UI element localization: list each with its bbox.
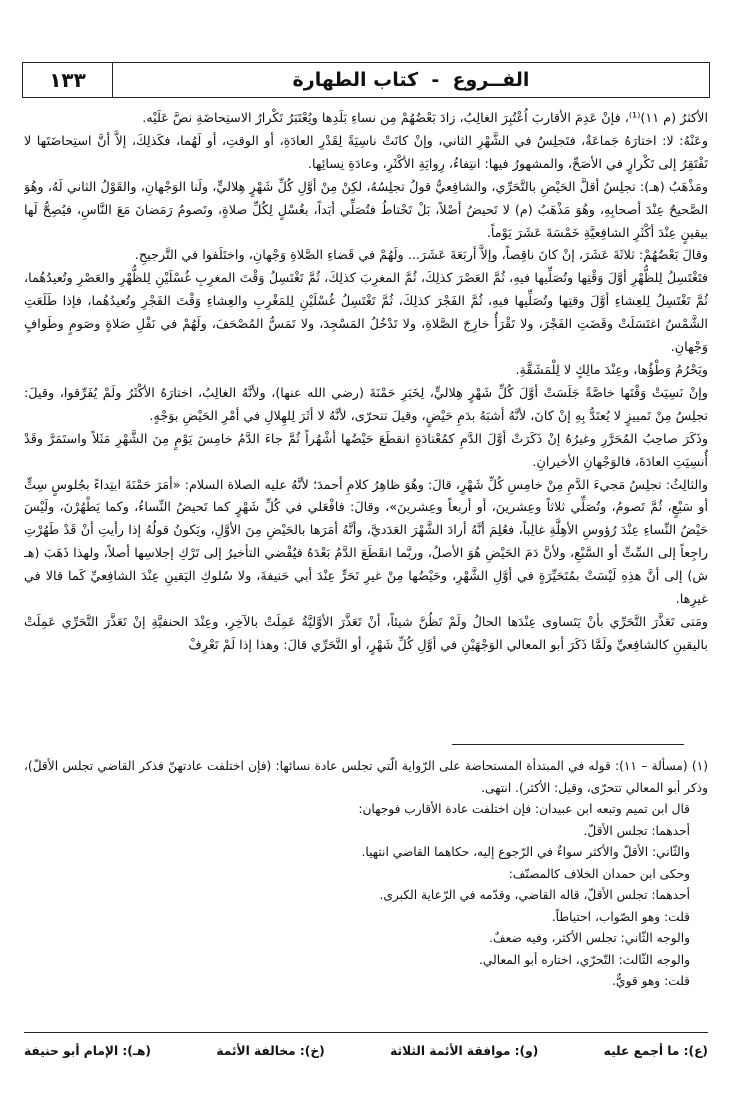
legend-abu-hanifa: (هـ): الإمام أبو حنيفة xyxy=(24,1044,151,1058)
legend-muwafaqa: (و): موافقة الأئمة الثلاثة xyxy=(390,1044,539,1058)
paragraph: ومَتى تَعَذَّرَ التَّحَرِّي بأنْ يَتَساوى عِنْدَها الحالُ ولَمْ تَظُنَّ شيئاً، أنْ تَعَذَّرَ الأوَّليَّةُ عَمِلَتْ بالآخِرِ، وعِنْدَ الحنفيَّةِ إنْ تَعَذَّرَ التَّحَرِّي عَمِلَتْ باليقينِ كالشافِعيِّ ولَمَّا ذَكَرَ أبو المعالي الوَجْهَيْنِ في أوَّلِ كُلِّ شَهْرٍ، أو التَّحَرِّي قالَ: وهذا إذا لَمْ تَعْرِفْ xyxy=(24,614,708,653)
legend-ijma: (ع): ما أجمع عليه xyxy=(603,1044,708,1058)
page-title: الفــروع - كتاب الطهارة xyxy=(292,69,530,91)
paragraph: والثالِثُ: تجلِسُ مَجيءَ الدَّمِ مِنْ خامِسِ كُلِّ شَهْرٍ، قالَ: وهُوَ ظاهِرُ كلامِ أحمدَ؛ لأنَّهُ عليه الصلاة السلام: «أمَرَ حَمْنَةَ ابتِداءً بجُلوسٍ سِتٍّ أو سَبْعٍ، ثُمَّ تَصومُ، وتُصَلِّي ثلاثاً وعِشرينَ، أو أربعاً وعِشرينَ»، وقالَ: فافْعَلي في كُلِّ شَهْرٍ كما تَحيضُ النِّساءُ، وكما يَطْهُرْنَ، ولَيْسَ حَيْضُ النِّساءِ عِنْدَ رُؤوسِ الأهِلَّةِ غالِباً، فعُلِمَ أنَّهُ أرادَ الشَّهْرَ العَدَديَّ، وأنَّهُ أمَرَها بالحَيْضِ مِنَ الأوَّلِ، ويَكونُ قولُهُ إذا رأيتِ أنْ قَدْ طَهُرْتِ راجِعاً إلى السِّتِّ أو السَّبْعِ، ولأنَّ دَمَ الحَيْضِ هُوَ الأصلُ، وربَّما انقَطَعَ الدَّمُ بَعْدَهُ فيُفْضي التأخيرُ إلى تَرْكِ إجلاسِها أصلاً، ولهذا ذَهَبَ (هـ ش) إلى أنَّ هذِهِ لَيْسَتْ بمُتَحَيِّرَةٍ في أوَّلِ الشَّهْرِ، وحَيْضُها مِنْ غيرِ تَحَرٍّ عِنْدَ أبي حَنيفةَ، ولا سُلوكِ اليَقينِ عِنْدَ الشافِعيِّ كَما قالا في غيرِها. xyxy=(24,477,708,608)
footnote-main: (١) (مسألة – ١١): قوله في المبتدأة المستحاضة على الرّواية الّتي تجلس عادة نسائها: (فإن اختلفت عادتهنّ فذكر القاضي تجلس الأقلّ)، وذكر أبو المعالي تتحرّى، وقيل: الأكثر). انتهى. xyxy=(24,759,708,795)
footnote-line: أحدهما: تجلس الأقلّ. xyxy=(583,823,690,838)
page-header xyxy=(22,62,710,98)
footnote-line: وحكى ابن حمدان الخلاف كالمصنّف: xyxy=(508,866,690,881)
footnote-line: قال ابن تميم وتبعه ابن عبيدان: فإن اختلفت عادة الأقارب فوجهان: xyxy=(358,802,690,816)
page-number: ١٣٣ xyxy=(23,63,113,97)
paragraph: ويَحْرُمُ وَطْؤُها، وعِنْدَ مالِكٍ لا لِلْمَشَقَّةِ. xyxy=(515,362,708,378)
paragraph: الأكثرُ (م ١١)⁽¹⁾، فإنْ عَدِمَ الأقاربَ اُعْتُبِرَ الغالِبُ، زادَ بَعْضُهُمْ مِن نساءِ بَلَدِها ويُعْتَبَرُ تَكْرارُ الاستِحاضَةِ نصَّ عَلَيْه. xyxy=(142,111,708,126)
paragraph: وذَكَرَ صاحِبُ المُحَرَّرِ وغيرُهُ إنْ ذَكَرَتْ أوَّلَ الدَّمِ كمُعْتادَةٍ انقطَعَ حَيْضُها أشْهُراً ثُمَّ جاءَ الدَّمُ خامِسَ يَوْمٍ مِنَ الشَّهْرِ مَثَلاً واستَمَرَّ وقَدْ أُنسِيَتِ العادَةَ، فالوَجْهانِ الأخيرانِ. xyxy=(24,431,708,470)
abbreviation-legend xyxy=(24,1040,708,1062)
footnote-line: والوجه الثّاني: تجلس الأكثر، وفيه ضعفٌ. xyxy=(489,931,690,945)
footer-rule xyxy=(24,1032,708,1033)
footnote-divider xyxy=(452,744,684,745)
paragraph: فتَغْتَسِلُ لِلظُّهْرِ أوَّلَ وَقْتِها وتُصَلِّيها فيهِ، ثُمَّ العَصْرَ كذلِكَ، ثُمَّ المغرِبَ كذلِكَ، ثُمَّ تَغْتَسِلُ وَقْتَ المغرِبِ غُسْلَيْنِ لِلظُّهْرِ والعَصْرِ وتُعيدُهُما، ثُمَّ تَغْتَسِلُ لِلعِشاءِ أوَّلَ وقتِها وتُصَلِّيها فيهِ، ثُمَّ الفَجْرَ كذلِكَ، ثُمَّ تَغْتَسِلُ غُسْلَيْنِ لِلمَغْرِبِ والعِشاءِ وَقْتَ الفَجْرِ وتُعيدُهُما، فإذا طَلَعَتِ الشَّمْسُ اغتَسَلَتْ وقَضَتِ الفَجْرَ، ولا تَقْرَأُ خارِجَ الصَّلاةِ، ولا تَدْخُلُ المَسْجِدَ، ولا تَمَسُّ المُصْحَفَ، ولَهُمْ في نَفْلِ صَلاةٍ وصَومٍ وطَوافٍ وَجْهانِ. xyxy=(24,271,708,356)
paragraph: ومَذْهَبُ (هـ): تجلِسُ أقلَّ الحَيْضِ بالتَّحَرِّي، والشافِعيُّ قولُ تجلِسُهُ، لكِنْ مِنْ أوَّلِ كُلِّ شَهْرٍ هِلاليٍّ، ولَنا الوَجْهانِ، والقَوْلُ الثاني لَهُ، وهُوَ الصَّحيحُ عِنْدَ أصحابِهِ، وهُوَ مَذْهَبُ (م) لا تَحيضُ أصْلاً، بَلْ تَحْتاطُ فتُصَلِّي أبَداً، بغُسْلٍ لِكُلِّ صلاةٍ، وتَصومُ رَمَضانَ مَعَ النَّاسِ، فيُصِحُّ لَها بيقينٍ عِنْدَ أكْثَرِ الشافِعيَّةِ خَمْسَةَ عَشَرَ يَوْماً. xyxy=(24,179,708,241)
paragraph: وعَنْهُ: لا: اختارَهُ جَماعَةٌ، فتَجلِسُ في الشَّهْرِ الثاني، وإنْ كانَتْ ناسِيَةً لِقَدْرِ العادَةِ، أو الوقتِ، أو لَهُما، فكَذلِكَ، إلاَّ أنَّ استِحاضَتَها لا تَفْتَقِرُ إلى تَكْرارٍ في الأصَحِّ، والمشهورُ فيها: انتِفاءُ، رِوايَةِ الأكْثَرِ، وعادَةِ نِسائِها. xyxy=(24,133,708,172)
footnote-line: والثّاني: الأقلّ والأكثر سواءٌ في الرّجوع إليه، حكاهما القاضي انتهيا. xyxy=(361,845,690,859)
legend-mukhalafa: (خ): مخالفة الأئمة xyxy=(216,1044,325,1058)
footnote-line: قلت: وهو قويٌّ. xyxy=(612,974,690,988)
paragraph: وإنْ نَسِيَتْ وَقْتَها خاصَّةً جَلَسَتْ أوَّلَ كُلِّ شَهْرٍ هِلاليٍّ، لِخَبَرِ حَمْنَةَ (رضي الله عنها)، ولأنَّهُ الغالِبُ، اختارَهُ الأكْثَرُ ولَمْ يُفَرِّقوا، وقيلَ: تجلِسُ مِنْ تَمييزٍ لا يُعتَدُّ بِهِ إنْ كانَ، لأنَّهُ أشبَهُ بدَمِ حَيْضٍ، وقيلَ تتحرّى، لأنَّهُ لا أثَرَ لِلهِلالِ في أمْرِ الحَيْضِ بوَجْهٍ. xyxy=(24,385,708,424)
footnote-line: والوجه الثّالث: التّحرّي، اختاره أبو المعالي. xyxy=(479,952,690,967)
footnote-line: قلت: وهو الصّواب، احتياطاً. xyxy=(551,909,690,924)
footnote-line: أحدهما: تجلس الأقلّ، قاله القاضي، وقدّمه في الرّعاية الكبرى. xyxy=(379,888,690,902)
main-text xyxy=(24,108,708,730)
footnotes xyxy=(24,756,708,1018)
paragraph: وقالَ بَعْضُهُمْ: ثلاثَةَ عَشَرَ، إنْ كانَ ناقِصاً، وإلاَّ أربَعَةَ عَشَرَ... ولَهُمْ في قَضاءِ الصَّلاةِ وَجْهانِ، واختَلَفوا في التَّرجيحِ. xyxy=(134,248,708,264)
